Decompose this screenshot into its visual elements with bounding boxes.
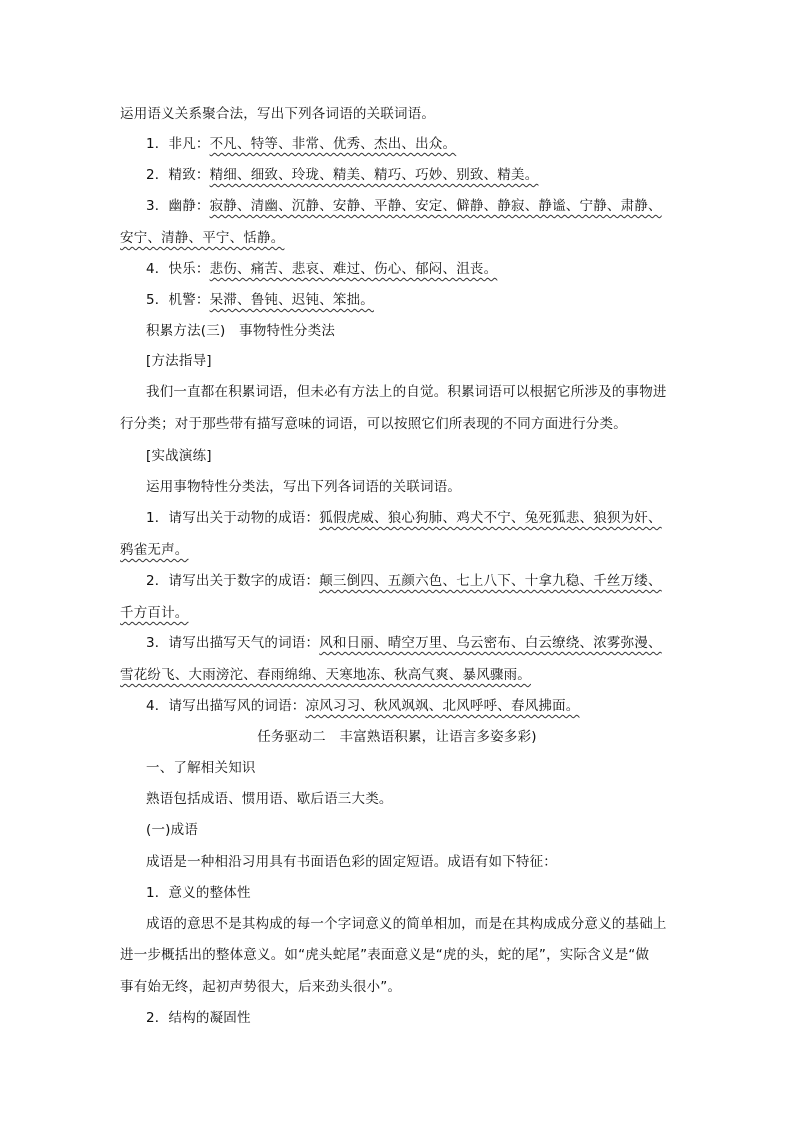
exercise-answer-continued [120,665,680,685]
subsection-heading: 一、了解相关知识 [146,760,256,776]
section-heading: 积累方法(三) 事物特性分类法 [146,323,336,339]
paragraph-line: 事有始无终，起初声势很大，后来劲头很小”。 [120,979,402,995]
task-heading: 任务驱动二 丰富熟语积累，让语言多姿多彩) [257,729,537,745]
practice-label: [实战演练] [146,448,212,464]
exercise-answer: 颠三倒四、五颜六色、七上八下、十拿九稳、千丝万缕、 [319,573,662,589]
subsection-heading: 2．结构的凝固性 [146,1010,251,1026]
paragraph-line: 行分类；对于那些带有描写意味的词语，可以按照它们所表现的不同方面进行分类。 [120,416,627,432]
paragraph-line: 熟语包括成语、惯用语、歇后语三大类。 [146,791,393,807]
exercise-item [146,696,706,716]
exercise-answer: 雪花纷飞、大雨滂沱、春雨绵绵、天寒地冻、秋高气爽、暴风骤雨。 [120,667,531,683]
exercise-item [146,134,706,154]
exercise-answer-continued [120,540,680,560]
exercise-answer: 安宁、清静、平宁、恬静。 [120,230,285,246]
exercise-prefix: 3．请写出描写天气的词语： [146,635,320,651]
subsection-heading: 1．意义的整体性 [146,885,251,901]
exercise-answer: 凉风习习、秋风飒飒、北风呼呼、春风拂面。 [305,698,580,714]
method-guide-label: [方法指导] [146,353,212,369]
exercise-prefix: 2．精致： [146,167,210,183]
exercise-item [146,165,706,185]
exercise-answer: 狐假虎威、狼心狗肺、鸡犬不宁、兔死狐悲、狼狈为奸、 [319,510,662,526]
exercise-prefix: 4．请写出描写风的词语： [146,698,306,714]
exercise-item [146,196,706,216]
exercise-prefix: 1．非凡： [146,136,210,152]
exercise-answer: 呆滞、鲁钝、迟钝、笨拙。 [209,292,374,308]
exercise-answer-continued [120,603,680,623]
exercise-answer: 鸦雀无声。 [120,542,189,558]
paragraph-line: 成语的意思不是其构成的每一个字词意义的简单相加，而是在其构成成分意义的基础上 [146,916,667,932]
exercise-prefix: 4．快乐： [146,261,210,277]
paragraph-line: 成语是一种相沿习用具有书面语色彩的固定短语。成语有如下特征： [146,854,557,870]
exercise-prefix: 3．幽静： [146,198,210,214]
instruction-text: 运用语义关系聚合法，写出下列各词语的关联词语。 [120,106,436,122]
exercise-answer: 千方百计。 [120,605,189,621]
exercise-item [146,259,706,279]
subsection-heading: (一)成语 [146,822,199,838]
exercise-prefix: 1．请写出关于动物的成语： [146,510,320,526]
exercise-answer: 不凡、特等、非常、优秀、杰出、出众。 [209,136,457,152]
exercise-item [146,633,706,653]
exercise-item [146,508,706,528]
exercise-item [146,571,706,591]
exercise-answer: 寂静、清幽、沉静、安静、平静、安定、僻静、静寂、静谧、宁静、肃静、 [209,198,662,214]
exercise-prefix: 2．请写出关于数字的成语： [146,573,320,589]
exercise-item [146,290,706,310]
exercise-prefix: 5．机警： [146,292,210,308]
exercise-answer-continued [120,228,680,248]
exercise-answer: 悲伤、痛苦、悲哀、难过、伤心、郁闷、沮丧。 [209,261,498,277]
instruction-text: 运用事物特性分类法，写出下列各词语的关联词语。 [146,479,462,495]
exercise-answer: 风和日丽、晴空万里、乌云密布、白云缭绕、浓雾弥漫、 [319,635,662,651]
paragraph-line: 我们一直都在积累词语，但未必有方法上的自觉。积累词语可以根据它所涉及的事物进 [146,384,667,400]
paragraph-line: 进一步概括出的整体意义。如“虎头蛇尾”表面意义是“虎的头，蛇的尾”，实际含义是“做 [120,947,650,963]
exercise-answer: 精细、细致、玲珑、精美、精巧、巧妙、别致、精美。 [209,167,539,183]
